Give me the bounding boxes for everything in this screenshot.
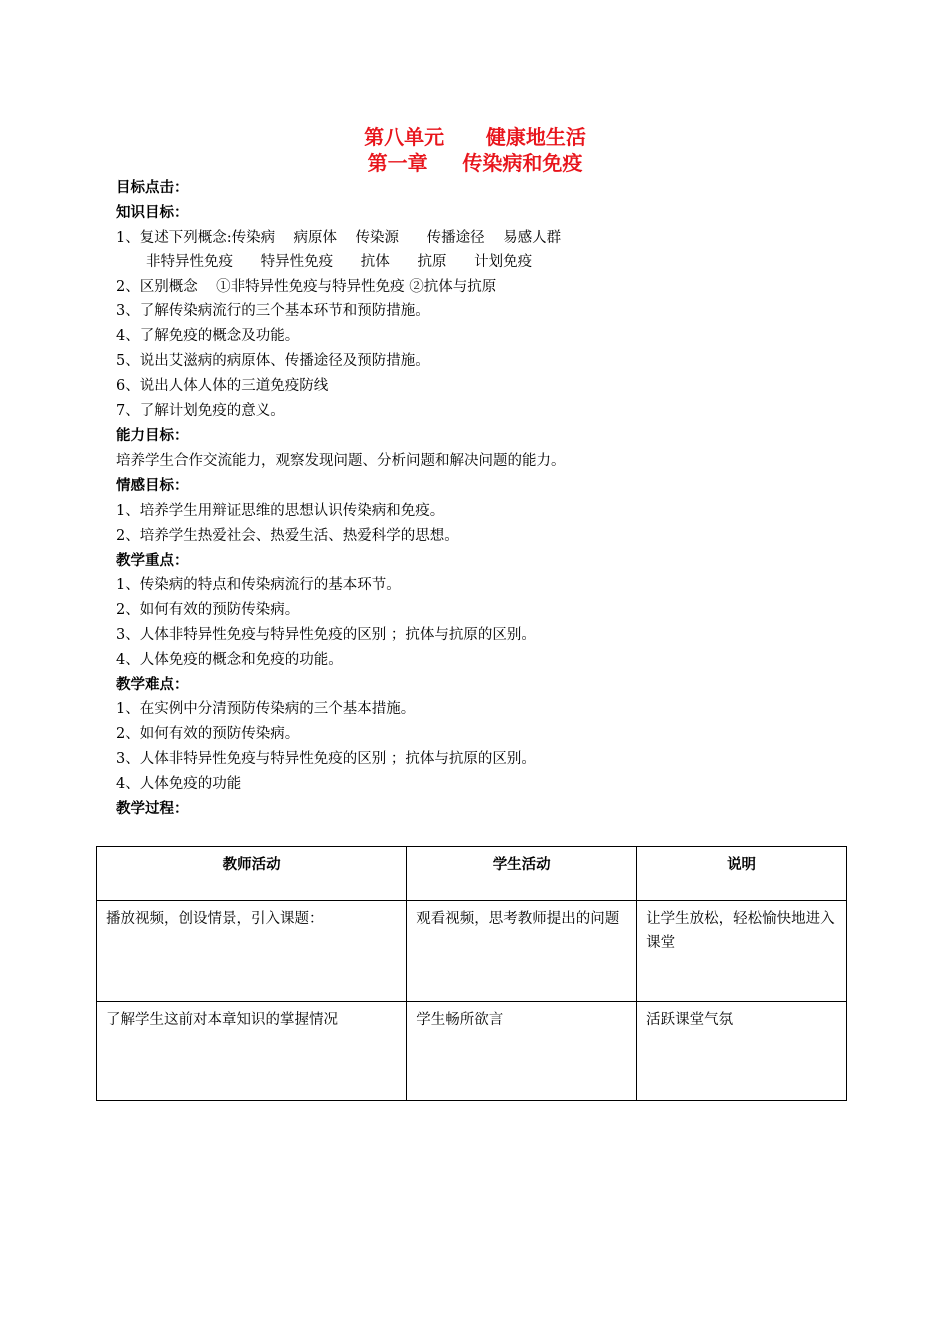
table-cell: 让学生放松，轻松愉快地进入课堂 bbox=[637, 901, 847, 1002]
difficulty-4: 4、人体免疫的功能 bbox=[116, 776, 242, 792]
ability-text: 培养学生合作交流能力，观察发现问题、分析问题和解决问题的能力。 bbox=[116, 453, 566, 469]
key-point-1: 1、传染病的特点和传染病流行的基本环节。 bbox=[116, 577, 401, 593]
header-teacher-activity: 教师活动 bbox=[97, 847, 407, 901]
unit-title: 第八单元 健康地生活 bbox=[364, 125, 586, 149]
knowledge-item-7: 7、了解计划免疫的意义。 bbox=[116, 403, 285, 419]
table-cell: 了解学生这前对本章知识的掌握情况 bbox=[97, 1002, 407, 1101]
table-cell: 学生畅所欲言 bbox=[407, 1002, 637, 1101]
heading-key-points: 教学重点： bbox=[116, 553, 189, 569]
table-cell: 活跃课堂气氛 bbox=[637, 1002, 847, 1101]
heading-ability: 能力目标： bbox=[116, 428, 189, 444]
difficulty-3: 3、人体非特异性免疫与特异性免疫的区别 ；抗体与抗原的区别。 bbox=[116, 751, 536, 767]
emotion-item-1: 1、培养学生用辩证思维的思想认识传染病和免疫。 bbox=[116, 503, 445, 519]
knowledge-item-4: 4、了解免疫的概念及功能。 bbox=[116, 328, 300, 344]
header-student-activity: 学生活动 bbox=[407, 847, 637, 901]
knowledge-item-2: 2、区别概念 ①非特异性免疫与特异性免疫 ②抗体与抗原 bbox=[116, 279, 497, 295]
knowledge-item-3: 3、了解传染病流行的三个基本环节和预防措施。 bbox=[116, 303, 430, 319]
difficulty-1: 1、在实例中分清预防传染病的三个基本措施。 bbox=[116, 701, 416, 717]
table-header-row bbox=[97, 847, 847, 901]
table-cell: 观看视频，思考教师提出的问题 bbox=[407, 901, 637, 1002]
knowledge-item-6: 6、说出人体人体的三道免疫防线 bbox=[116, 378, 329, 394]
table-cell: 播放视频，创设情景，引入课题： bbox=[97, 901, 407, 1002]
key-point-3: 3、人体非特异性免疫与特异性免疫的区别 ；抗体与抗原的区别。 bbox=[116, 627, 536, 643]
heading-knowledge: 知识目标： bbox=[116, 205, 189, 221]
table-row bbox=[97, 901, 847, 1002]
heading-goals: 目标点击： bbox=[116, 180, 189, 196]
emotion-item-2: 2、培养学生热爱社会、热爱生活、热爱科学的思想。 bbox=[116, 528, 459, 544]
header-notes: 说明 bbox=[637, 847, 847, 901]
heading-process: 教学过程： bbox=[116, 801, 189, 817]
heading-emotion: 情感目标： bbox=[116, 478, 189, 494]
chapter-title: 第一章 传染病和免疫 bbox=[367, 151, 583, 175]
key-point-4: 4、人体免疫的概念和免疫的功能。 bbox=[116, 652, 343, 668]
knowledge-item-1: 1、复述下列概念:传染病 病原体 传染源 传播途径 易感人群 bbox=[116, 230, 562, 246]
table-row bbox=[97, 1002, 847, 1101]
key-point-2: 2、如何有效的预防传染病。 bbox=[116, 602, 300, 618]
knowledge-item-5: 5、说出艾滋病的病原体、传播途径及预防措施。 bbox=[116, 353, 430, 369]
knowledge-item-1-cont: 非特异性免疫 特异性免疫 抗体 抗原 计划免疫 bbox=[146, 254, 533, 270]
difficulty-2: 2、如何有效的预防传染病。 bbox=[116, 726, 300, 742]
teaching-process-table bbox=[96, 846, 847, 1101]
heading-difficulties: 教学难点： bbox=[116, 677, 189, 693]
